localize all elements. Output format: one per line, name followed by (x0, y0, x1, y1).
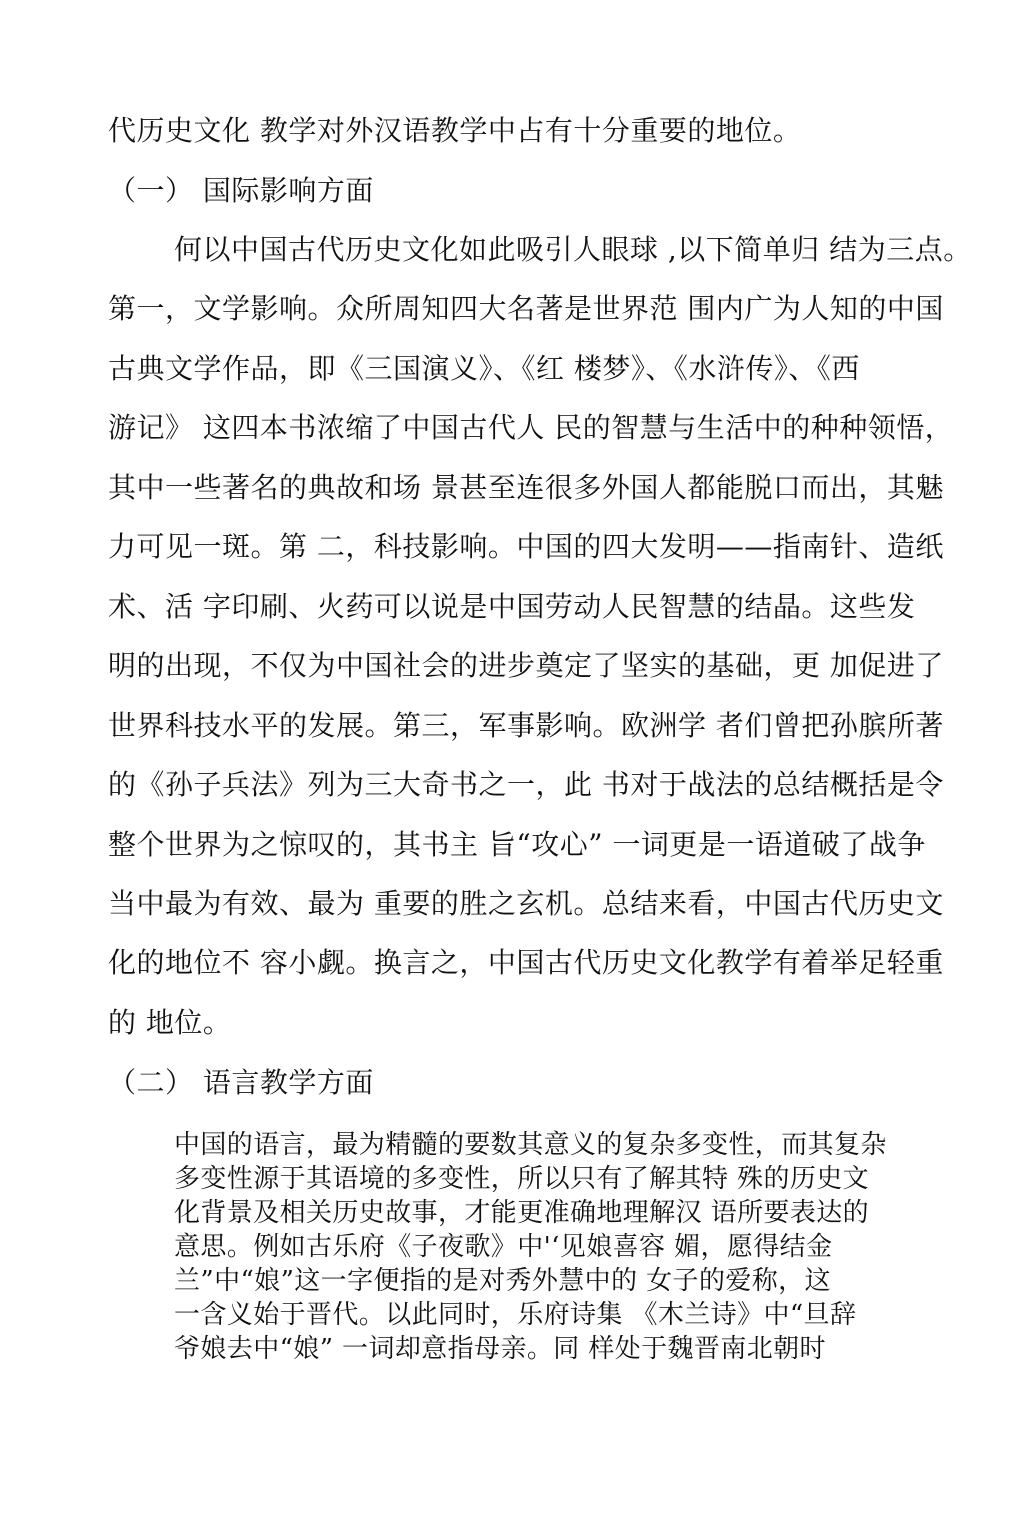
text-line: 古典文学作品，即《三国演义》、《红 楼梦》、《水浒传》、《西 (108, 352, 860, 385)
text-line: 力可见一斑。第 二，科技影响。中国的四大发明——指南针、造纸 (108, 530, 944, 563)
block-line: 中国的语言，最为精髓的要数其意义的复杂多变性，而其复杂 (174, 1130, 887, 1160)
block-line: 化背景及相关历史故事，才能更准确地理解汉 语所要表达的 (174, 1198, 870, 1228)
text-line: 第一，文学影响。众所周知四大名著是世界范 围内广为人知的中国 (108, 292, 944, 325)
text-line: 术、活 字印刷、火药可以说是中国劳动人民智慧的结晶。这些发 (108, 590, 916, 623)
paragraph-first-line: 何以中国古代历史文化如此吸引人眼球 ,以下简单归 结为三点。 (174, 233, 972, 266)
block-line: 爷娘去中“娘” 一词却意指母亲。同 样处于魏晋南北朝时 (174, 1334, 826, 1364)
text-line: 整个世界为之惊叹的，其书主 旨“攻心” 一词更是一语道破了战争 (108, 828, 926, 861)
text-line: 其中一些著名的典故和场 景甚至连很多外国人都能脱口而出，其魅 (108, 471, 944, 504)
block-line: 意思。例如古乐府《子夜歌》中'‘见娘喜容 媚，愿得结金 (174, 1232, 833, 1262)
text-line: 明的出现，不仅为中国社会的进步奠定了坚实的基础，更 加促进了 (108, 649, 944, 682)
block-line: 兰”中“娘”这一字便指的是对秀外慧中的 女子的爱称，这 (174, 1266, 831, 1296)
text-line: 游记》 这四本书浓缩了中国古代人 民的智慧与生活中的种种领悟， (108, 411, 954, 444)
text-line: 当中最为有效、最为 重要的胜之玄机。总结来看，中国古代历史文 (108, 887, 944, 920)
section-heading-1: （一） 国际影响方面 (108, 174, 374, 207)
block-line: 多变性源于其语境的多变性，所以只有了解其特 殊的历史文 (174, 1164, 870, 1194)
text-line: 世界科技水平的发展。第三，军事影响。欧洲学 者们曾把孙膑所著 (108, 709, 944, 742)
text-line: 化的地位不 容小觑。换言之，中国古代历史文化教学有着举足轻重 (108, 946, 944, 979)
text-line: 的 地位。 (108, 1006, 232, 1039)
text-line: 的《孙子兵法》列为三大奇书之一，此 书对于战法的总结概括是令 (108, 768, 944, 801)
section-heading-2: （二） 语言教学方面 (108, 1066, 374, 1099)
text-line: 代历史文化 教学对外汉语教学中占有十分重要的地位。 (108, 114, 802, 147)
block-line: 一含义始于晋代。以此同时，乐府诗集 《木兰诗》中“旦辞 (174, 1300, 857, 1330)
